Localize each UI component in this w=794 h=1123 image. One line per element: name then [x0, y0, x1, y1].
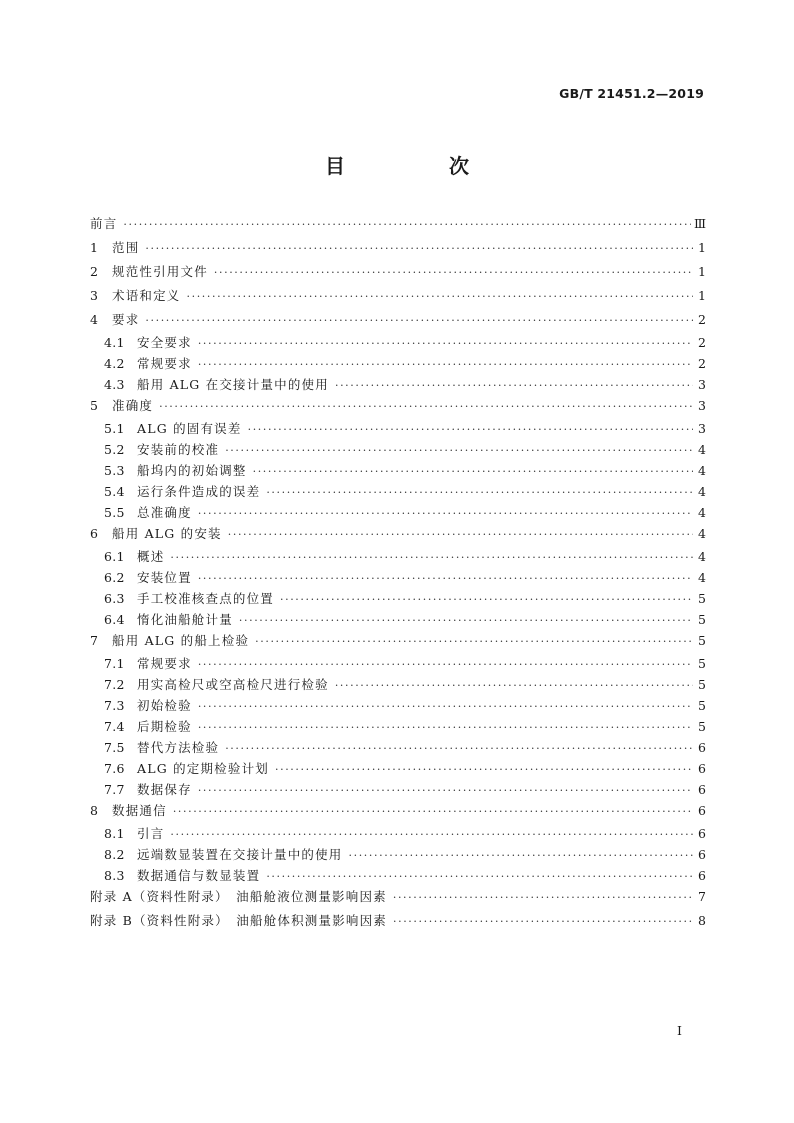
- dot-leader: [123, 217, 691, 233]
- toc-entry-page: 1: [698, 264, 706, 279]
- toc-entry-label: 远端数显装置在交接计量中的使用: [137, 847, 343, 862]
- toc-entry-page: 5: [698, 591, 706, 606]
- toc-entry-page: 5: [698, 612, 706, 627]
- dot-leader: [187, 289, 693, 305]
- toc-entry-number: 5.3: [104, 463, 125, 478]
- toc-entry-page: 5: [698, 698, 706, 713]
- toc-subentry[interactable]: [90, 656, 706, 677]
- page-number: I: [677, 1023, 682, 1038]
- toc-subentry[interactable]: [90, 719, 706, 740]
- dot-leader: [255, 634, 693, 650]
- dot-leader: [159, 399, 693, 415]
- toc-entry-number: 7.2: [104, 677, 125, 692]
- toc-entry-label: 常规要求: [137, 356, 192, 371]
- toc-entry-page: 1: [698, 240, 706, 255]
- dot-leader: [253, 464, 693, 480]
- toc-entry-label: 附录 B（资料性附录） 油船舱体积测量影响因素: [90, 913, 388, 928]
- toc-entry-number: 4.1: [104, 335, 125, 350]
- dot-leader: [198, 506, 693, 522]
- toc-entry[interactable]: [90, 526, 706, 550]
- toc-entry-page: 4: [698, 549, 706, 564]
- toc-entry-label: 范围: [112, 240, 140, 255]
- toc-entry[interactable]: [90, 913, 706, 937]
- toc-entry-number: 5: [90, 398, 99, 413]
- dot-leader: [275, 762, 693, 778]
- dot-leader: [349, 848, 693, 864]
- toc-entry-page: 6: [698, 782, 706, 797]
- toc-entry-page: 7: [698, 889, 706, 904]
- toc-entry-number: 4.2: [104, 356, 125, 371]
- toc-entry-label: 术语和定义: [112, 288, 181, 303]
- toc-entry-label: 要求: [112, 312, 140, 327]
- dot-leader: [170, 827, 693, 843]
- toc-entry-number: 7.3: [104, 698, 125, 713]
- toc-entry-label: 总准确度: [137, 505, 192, 520]
- toc-entry[interactable]: [90, 288, 706, 312]
- toc-entry-label: 惰化油船舱计量: [137, 612, 233, 627]
- dot-leader: [228, 527, 693, 543]
- toc-entry-page: 2: [698, 356, 706, 371]
- dot-leader: [170, 550, 693, 566]
- dot-leader: [198, 657, 693, 673]
- toc-entry-label: 数据通信: [112, 803, 167, 818]
- toc-entry-number: 4: [90, 312, 99, 327]
- dot-leader: [214, 265, 693, 281]
- toc-entry-page: 2: [698, 335, 706, 350]
- toc-entry-page: 2: [698, 312, 706, 327]
- toc-entry-number: 6.2: [104, 570, 125, 585]
- toc-entry-page: 5: [698, 719, 706, 734]
- toc-entry-label: 后期检验: [137, 719, 192, 734]
- toc-subentry[interactable]: [90, 356, 706, 377]
- toc-entry[interactable]: [90, 803, 706, 827]
- toc-entry-page: 1: [698, 288, 706, 303]
- toc-entry-page: 4: [698, 570, 706, 585]
- toc-entry-number: 3: [90, 288, 99, 303]
- toc-subentry[interactable]: [90, 591, 706, 612]
- dot-leader: [266, 485, 693, 501]
- dot-leader: [335, 678, 693, 694]
- toc-entry-number: 5.5: [104, 505, 125, 520]
- toc-entry-page: 4: [698, 505, 706, 520]
- toc-entry-label: 船用 ALG 的船上检验: [112, 633, 250, 648]
- toc-entry-label: ALG 的固有误差: [137, 421, 242, 436]
- dot-leader: [198, 720, 693, 736]
- toc-entry-page: 4: [698, 526, 706, 541]
- toc-subentry[interactable]: [90, 335, 706, 356]
- toc-entry[interactable]: [90, 312, 706, 336]
- toc-entry-number: 2: [90, 264, 99, 279]
- toc-subentry[interactable]: [90, 421, 706, 442]
- dot-leader: [239, 613, 693, 629]
- toc-entry-number: 6: [90, 526, 99, 541]
- toc-entry-number: 7.6: [104, 761, 125, 776]
- toc-entry-number: 8: [90, 803, 99, 818]
- toc-entry-label: 手工校准核查点的位置: [137, 591, 275, 606]
- dot-leader: [225, 741, 693, 757]
- toc-subentry[interactable]: [90, 570, 706, 591]
- toc-entry-number: 8.1: [104, 826, 125, 841]
- toc-entry-label: 数据保存: [137, 782, 192, 797]
- toc-entry-label: 概述: [137, 549, 165, 564]
- toc-entry-number: 5.1: [104, 421, 125, 436]
- toc-entry-label: 常规要求: [137, 656, 192, 671]
- toc-subentry[interactable]: [90, 847, 706, 868]
- toc-entry-number: 7.7: [104, 782, 125, 797]
- toc-entry-number: 6.1: [104, 549, 125, 564]
- toc-entry-number: 7.1: [104, 656, 125, 671]
- dot-leader: [198, 783, 693, 799]
- toc-subentry[interactable]: [90, 549, 706, 570]
- toc-entry-page: 6: [698, 761, 706, 776]
- toc-entry-label: 引言: [137, 826, 165, 841]
- toc-entry[interactable]: [90, 264, 706, 288]
- page-title: 目 次: [325, 154, 511, 178]
- toc-entry-page: 6: [698, 868, 706, 883]
- toc-entry-label: 安装前的校准: [137, 442, 220, 457]
- toc-subentry[interactable]: [90, 612, 706, 633]
- toc-entry-page: 6: [698, 740, 706, 755]
- toc-entry[interactable]: [90, 216, 706, 240]
- toc-entry-page: 4: [698, 442, 706, 457]
- toc-subentry[interactable]: [90, 826, 706, 847]
- dot-leader: [198, 699, 693, 715]
- toc-entry-label: 替代方法检验: [137, 740, 220, 755]
- toc-entry-number: 6.4: [104, 612, 125, 627]
- dot-leader: [280, 592, 693, 608]
- toc-subentry[interactable]: [90, 782, 706, 803]
- toc-entry-number: 1: [90, 240, 99, 255]
- toc-subentry[interactable]: [90, 761, 706, 782]
- toc-entry-page: 6: [698, 847, 706, 862]
- toc-entry-label: ALG 的定期检验计划: [137, 761, 269, 776]
- toc-entry[interactable]: [90, 240, 706, 264]
- toc-entry-label: 规范性引用文件: [112, 264, 208, 279]
- toc-entry-label: 运行条件造成的误差: [137, 484, 261, 499]
- toc-entry[interactable]: [90, 633, 706, 657]
- toc-entry-number: 7.5: [104, 740, 125, 755]
- toc-subentry[interactable]: [90, 677, 706, 698]
- toc-entry-page: 6: [698, 803, 706, 818]
- toc-entry-label: 船用 ALG 的安装: [112, 526, 222, 541]
- dot-leader: [198, 336, 693, 352]
- toc-entry-page: 6: [698, 826, 706, 841]
- toc-entry-number: 8.2: [104, 847, 125, 862]
- table-of-contents: [90, 216, 706, 937]
- dot-leader: [145, 313, 693, 329]
- toc-entry-label: 安装位置: [137, 570, 192, 585]
- dot-leader: [266, 869, 693, 885]
- toc-entry-page: 3: [698, 398, 706, 413]
- toc-subentry[interactable]: [90, 463, 706, 484]
- dot-leader: [145, 241, 693, 257]
- toc-subentry[interactable]: [90, 868, 706, 889]
- toc-subentry[interactable]: [90, 698, 706, 719]
- toc-entry-page: 5: [698, 633, 706, 648]
- toc-entry-page: 4: [698, 484, 706, 499]
- toc-entry-number: 7: [90, 633, 99, 648]
- toc-subentry[interactable]: [90, 442, 706, 463]
- toc-entry-number: 5.4: [104, 484, 125, 499]
- toc-entry-label: 数据通信与数显装置: [137, 868, 261, 883]
- toc-entry-label: 前言: [90, 216, 118, 231]
- dot-leader: [248, 422, 693, 438]
- toc-entry[interactable]: [90, 889, 706, 913]
- toc-entry-label: 安全要求: [137, 335, 192, 350]
- dot-leader: [393, 890, 693, 906]
- dot-leader: [198, 357, 693, 373]
- toc-entry-label: 初始检验: [137, 698, 192, 713]
- dot-leader: [173, 804, 693, 820]
- toc-entry-label: 用实高检尺或空高检尺进行检验: [137, 677, 329, 692]
- toc-entry-page: 5: [698, 656, 706, 671]
- toc-entry-number: 6.3: [104, 591, 125, 606]
- toc-entry-page: 8: [698, 913, 706, 928]
- toc-subentry[interactable]: [90, 505, 706, 526]
- toc-subentry[interactable]: [90, 484, 706, 505]
- toc-entry-number: 7.4: [104, 719, 125, 734]
- toc-entry-page: 4: [698, 463, 706, 478]
- toc-subentry[interactable]: [90, 377, 706, 398]
- toc-entry-label: 船坞内的初始调整: [137, 463, 247, 478]
- toc-entry-label: 准确度: [112, 398, 154, 413]
- toc-entry-page: Ⅲ: [693, 216, 706, 231]
- dot-leader: [198, 571, 693, 587]
- toc-entry[interactable]: [90, 398, 706, 422]
- standard-code: GB/T 21451.2—2019: [559, 86, 704, 101]
- toc-entry-number: 5.2: [104, 442, 125, 457]
- toc-entry-label: 船用 ALG 在交接计量中的使用: [137, 377, 329, 392]
- dot-leader: [393, 914, 693, 930]
- toc-subentry[interactable]: [90, 740, 706, 761]
- dot-leader: [335, 378, 693, 394]
- toc-entry-number: 4.3: [104, 377, 125, 392]
- dot-leader: [225, 443, 693, 459]
- toc-entry-page: 3: [698, 377, 706, 392]
- toc-entry-page: 3: [698, 421, 706, 436]
- toc-entry-label: 附录 A（资料性附录） 油船舱液位测量影响因素: [90, 889, 387, 904]
- toc-entry-number: 8.3: [104, 868, 125, 883]
- toc-entry-page: 5: [698, 677, 706, 692]
